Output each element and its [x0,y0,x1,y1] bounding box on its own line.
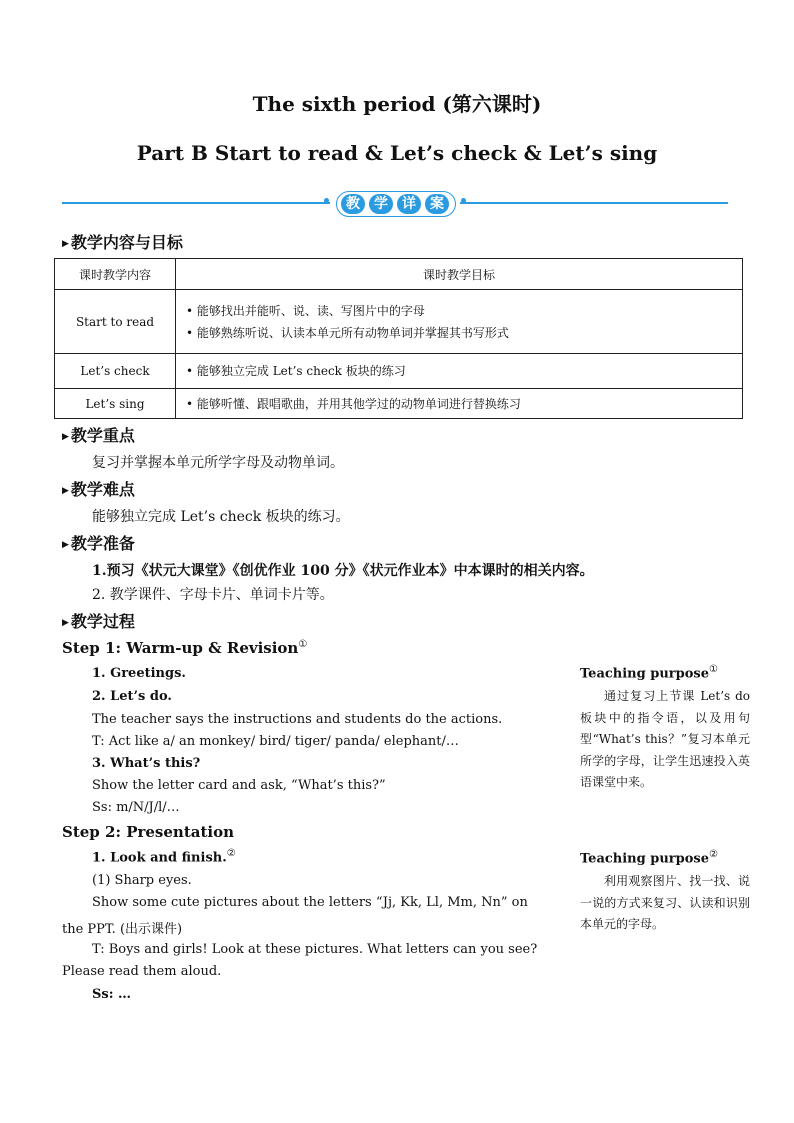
goal-item: • 能够听懂、跟唱歌曲，并用其他学过的动物单词进行替换练习 [186,396,521,411]
section-heading-preparation: ▶ 教学准备 [62,534,135,553]
step-line: T: Boys and girls! Look at these pictures. What letters can you see? [92,942,538,957]
goal-item: • 能够熟练听说、认读本单元所有动物单词并掌握其书写形式 [186,325,509,340]
preparation-item: 2. 教学课件、字母卡片、单词卡片等。 [92,587,334,603]
section-heading-goals: ▶ 教学内容与目标 [62,233,183,252]
table-cell-goals [176,290,743,354]
table-header-cell: 课时教学内容 [55,259,176,290]
table-row [55,389,743,419]
banner-char: 教 [341,194,365,214]
step-line: 1. Look and finish.② [92,848,236,866]
preparation-item: 1.预习《状元大课堂》《创优作业 100 分》《状元作业本》中本课时的相关内容。 [92,563,594,579]
banner-label [336,191,456,217]
banner-dot-right [461,198,466,203]
page-subtitle: Part B Start to read & Let’s check & Let’s sing [136,141,658,165]
triangle-icon: ▶ [62,539,69,550]
table-cell-goals [176,389,743,419]
step-line: 2. Let’s do. [92,689,172,704]
key-points-text: 复习并掌握本单元所学字母及动物单词。 [92,455,344,471]
table-header-row [55,259,743,290]
section-heading-key-points: ▶ 教学重点 [62,426,135,445]
table-cell-content: Let’s check [55,354,176,389]
banner-char: 案 [425,194,449,214]
step-line: Ss: m/N/J/l/… [92,800,180,815]
step-line: T: Act like a/ an monkey/ bird/ tiger/ panda/ elephant/… [92,734,459,749]
step-line: The teacher says the instructions and students do the actions. [92,712,503,727]
triangle-icon: ▶ [62,485,69,496]
sidebar-heading: Teaching purpose② [580,849,718,867]
section-heading-process: ▶ 教学过程 [62,612,135,631]
banner-char: 学 [369,194,393,214]
step-line: the PPT. (出示课件) [62,922,183,937]
step-line: Ss: … [92,987,132,1002]
goal-item: • 能够找出并能听、说、读、写图片中的字母 [186,303,425,318]
banner-char: 详 [397,194,421,214]
page-title: The sixth period (第六课时) [252,92,542,116]
step-title: Step 1: Warm-up & Revision① [62,639,308,657]
sidebar-text: 利用观察图片、找一找、说一说的方式来复习、认读和识别本单元的字母。 [580,874,750,931]
banner-line-left [62,202,330,204]
triangle-icon: ▶ [62,238,69,249]
table-row [55,290,743,354]
step-line: 3. What’s this? [92,756,201,771]
table-cell-content: Let’s sing [55,389,176,419]
step-line: 1. Greetings. [92,666,186,681]
section-heading-difficulties: ▶ 教学难点 [62,480,135,499]
table-cell-goals [176,354,743,389]
goal-item: • 能够独立完成 Let’s check 板块的练习 [186,364,406,378]
sidebar-heading: Teaching purpose① [580,664,718,682]
section-banner [62,188,728,218]
table-cell-content: Start to read [55,290,176,354]
step-line: (1) Sharp eyes. [92,873,192,888]
difficulties-text: 能够独立完成 Let’s check 板块的练习。 [92,509,350,525]
step-line: Show the letter card and ask, “What’s this?” [92,778,386,793]
table-row [55,354,743,389]
banner-dot-left [324,198,329,203]
table-header-cell: 课时教学目标 [176,259,743,290]
step-line: Show some cute pictures about the letters “Jj, Kk, Ll, Mm, Nn” on [92,895,528,910]
triangle-icon: ▶ [62,617,69,628]
step-title: Step 2: Presentation [62,823,235,841]
banner-line-right [460,202,728,204]
sidebar-text: 通过复习上节课 Let’s do 板块中的指令语，以及用句型“What’s this？”复习本单元所学的字母，让学生迅速投入英语课堂中来。 [580,689,750,789]
step-line: Please read them aloud. [62,964,222,979]
triangle-icon: ▶ [62,431,69,442]
goals-table [54,258,743,419]
